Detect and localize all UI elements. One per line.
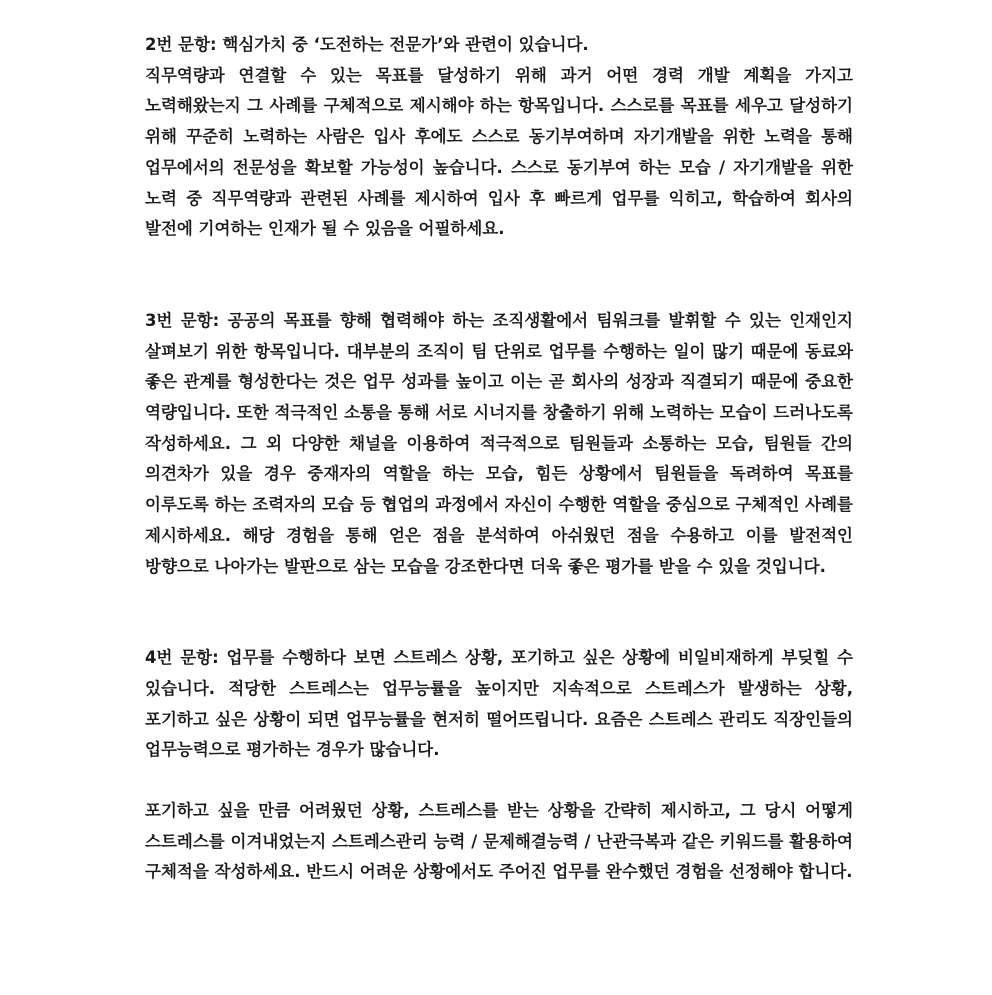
section-2-body: 직무역량과 연결할 수 있는 목표를 달성하기 위해 과거 어떤 경력 개발 계획을 가지고 노력해왔는지 그 사례를 구체적으로 제시해야 하는 항목입니다. 스스로를 목표를 세우고 달성하기 위해 꾸준히 노력하는 사람은 입사 후에도 스스로 동기부여하며 자기개발을 위한 노력을 통해 업무에서의 전문성을 확보할 가능성이 높습니다. 스스로 동기부여 하는 모습 / 자기개발을 위한 노력 중 직무역량과 관련된 사례를 제시하여 입사 후 빠르게 업무를 익히고, 학습하여 회사의 발전에 기여하는 인재가 될 수 있음을 어필하세요. — [145, 65, 853, 239]
section-4-body: 4번 문항: 업무를 수행하다 보면 스트레스 상황, 포기하고 싶은 상황에 비일비재하게 부딪힐 수 있습니다. 적당한 스트레스는 업무능률을 높이지만 지속적으로 스트레스가 발생하는 상황, 포기하고 싶은 상황이 되면 업무능률을 현저히 떨어뜨립니다. 요즘은 스트레스 관리도 직장인들의 업무능력으로 평가하는 경우가 많습니다. — [145, 648, 853, 760]
section-2-heading: 2번 문항: 핵심가치 중 ‘도전하는 전문가’와 관련이 있습니다. — [145, 35, 589, 54]
section-4-followup: 포기하고 싶을 만큼 어려웠던 상황, 스트레스를 받는 상황을 간략히 제시하고, 그 당시 어떻게 스트레스를 이겨내었는지 스트레스관리 능력 / 문제해결능력 / 난관극복과 같은 키워드를 활용하여 구체적을 작성하세요. 반드시 어려운 상황에서도 주어진 업무를 완수했던 경험을 선정해야 합니다. — [145, 801, 853, 882]
paragraph-spacer — [145, 766, 853, 796]
section-3-body: 3번 문항: 공공의 목표를 향해 협력해야 하는 조직생활에서 팀워크를 발휘할 수 있는 인재인지 살펴보기 위한 항목입니다. 대부분의 조직이 팀 단위로 업무를 수행하는 일이 많기 때문에 동료와 좋은 관계를 형성한다는 것은 업무 성과를 높이고 이는 곧 회사의 성장과 직결되기 때문에 중요한 역량입니다. 또한 적극적인 소통을 통해 서로 시너지를 창출하기 위해 노력하는 모습이 드러나도록 작성하세요. 그 외 다양한 채널을 이용하여 적극적으로 팀원들과 소통하는 모습, 팀원들 간의 의견차가 있을 경우 중재자의 역할을 하는 모습, 힘든 상황에서 팀원들을 독려하여 목표를 이루도록 하는 조력자의 모습 등 협업의 과정에서 자신이 수행한 역할을 중심으로 구체적인 사례를 제시하세요. 해당 경험을 통해 얻은 점을 분석하여 아쉬웠던 점을 수용하고 이를 발전적인 방향으로 나아가는 발판으로 삼는 모습을 강조한다면 더욱 좋은 평가를 받을 수 있을 것입니다. — [145, 310, 853, 576]
paragraph-spacer — [145, 582, 853, 643]
paragraph-spacer — [145, 245, 853, 306]
document-body — [145, 30, 853, 888]
